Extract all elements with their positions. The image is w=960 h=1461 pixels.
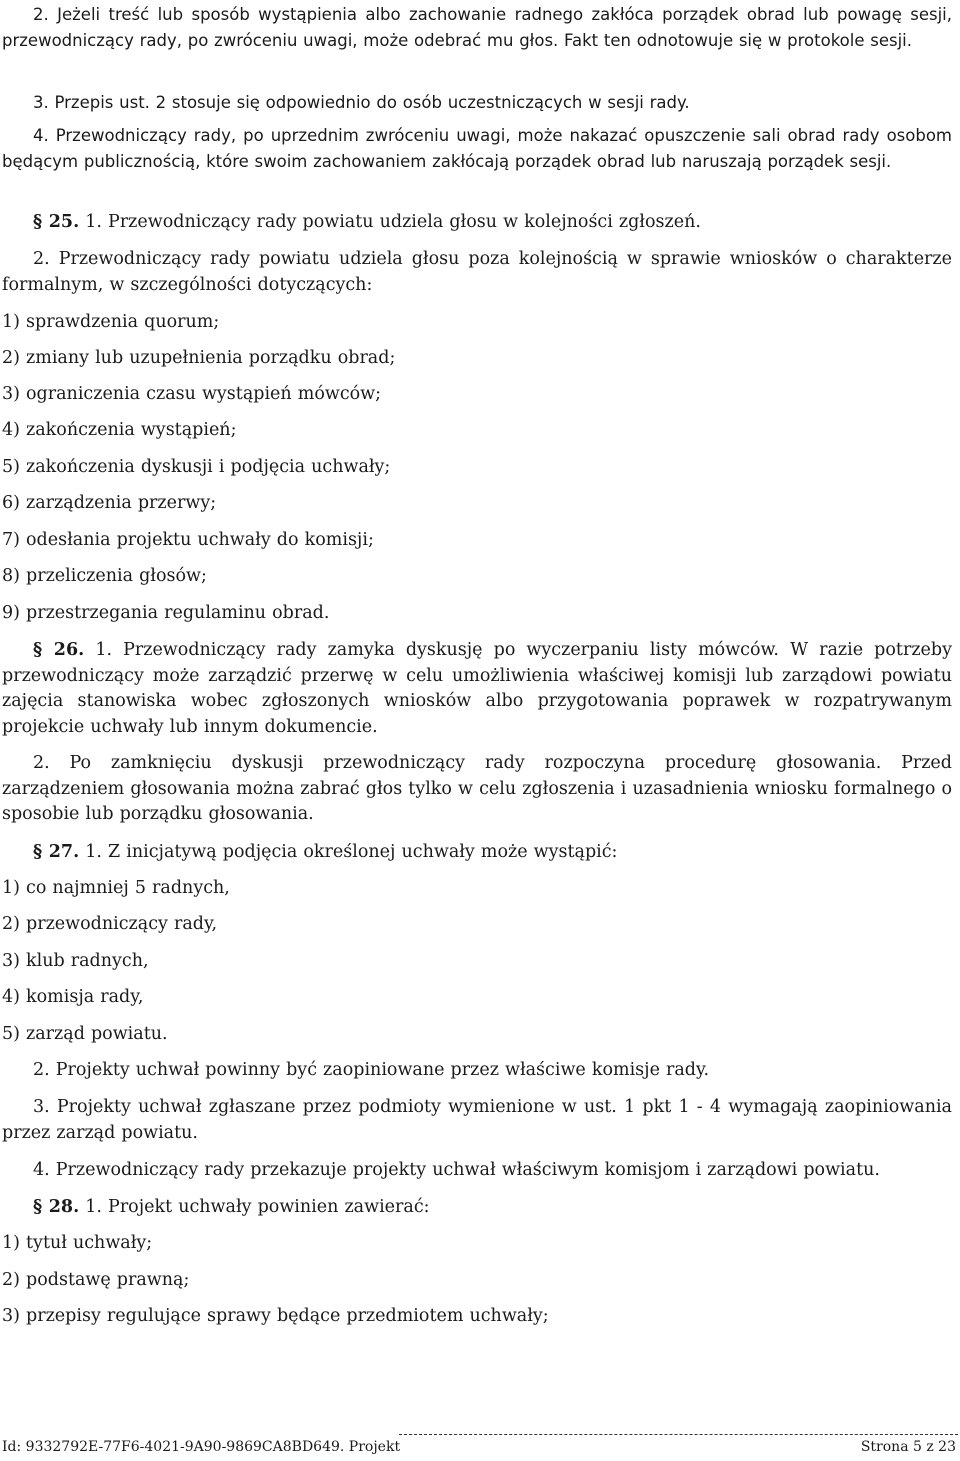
list-item: 2) podstawę prawną; [2, 1270, 190, 1290]
list-item: 7) odesłania projektu uchwały do komisji; [2, 530, 374, 550]
section-26-p2: 2. Po zamknięciu dyskusji przewodniczący rady rozpoczyna procedurę głosowania. Przed zarządzeniem głosowania można zabrać głos tylko w celu zgłoszenia i uzasadnienia wniosku formalnego o sposobie lub porządku głosowania. [2, 753, 952, 824]
paragraph-4: 4. Przewodniczący rady, po uprzednim zwróceniu uwagi, może nakazać opuszczenie sali obrad rady osobom będącym publicznością, które swoim zachowaniem zakłócają porządek obrad lub naruszają porządek sesji. [2, 126, 952, 171]
list-item: 4) komisja rady, [2, 987, 144, 1007]
list-item: 1) co najmniej 5 radnych, [2, 878, 230, 898]
list-item: 3) przepisy regulujące sprawy będące przedmiotem uchwały; [2, 1306, 549, 1326]
list-item: 8) przeliczenia głosów; [2, 566, 207, 586]
section-26-p1: § 26. 1. Przewodniczący rady zamyka dyskusję po wyczerpaniu listy mówców. W razie potrzeby przewodniczący może zarządzić przerwę w celu umożliwienia właściwej komisji lub zarządowi powiatu zajęcia stanowiska wobec zgłoszonych wniosków albo przygotowania poprawek w rozpatrywanym projekcie uchwały lub innym dokumencie. [2, 640, 952, 737]
list-item: 5) zarząd powiatu. [2, 1024, 168, 1044]
section-25-number: § 25. [33, 212, 80, 232]
footer-page-number: Strona 5 z 23 [860, 1439, 956, 1455]
section-27-p1: § 27. 1. Z inicjatywą podjęcia określonej uchwały może wystąpić: [33, 842, 618, 862]
footer-divider [399, 1434, 958, 1435]
list-item: 6) zarządzenia przerwy; [2, 493, 217, 513]
list-item: 3) klub radnych, [2, 951, 149, 971]
section-28-number: § 28. [33, 1197, 80, 1217]
list-item: 2) przewodniczący rady, [2, 914, 218, 934]
paragraph-3: 3. Przepis ust. 2 stosuje się odpowiednio do osób uczestniczących w sesji rady. [33, 93, 690, 112]
list-item: 2) zmiany lub uzupełnienia porządku obrad; [2, 348, 396, 368]
list-item: 1) sprawdzenia quorum; [2, 312, 220, 332]
list-item: 4) zakończenia wystąpień; [2, 420, 237, 440]
section-28-p1: § 28. 1. Projekt uchwały powinien zawierać: [33, 1197, 430, 1217]
list-item: 5) zakończenia dyskusji i podjęcia uchwały; [2, 457, 391, 477]
section-27-p3: 3. Projekty uchwał zgłaszane przez podmioty wymienione w ust. 1 pkt 1 - 4 wymagają zaopiniowania przez zarząd powiatu. [2, 1097, 952, 1143]
section-27-number: § 27. [33, 842, 80, 862]
section-27-p4: 4. Przewodniczący rady przekazuje projekty uchwał właściwym komisjom i zarządowi powiatu. [33, 1160, 880, 1180]
paragraph-2: 2. Jeżeli treść lub sposób wystąpienia albo zachowanie radnego zakłóca porządek obrad lub powagę sesji, przewodniczący rady, po zwróceniu uwagi, może odebrać mu głos. Fakt ten odnotowuje się w protokole sesji. [2, 5, 952, 50]
section-27-p2: 2. Projekty uchwał powinny być zaopiniowane przez właściwe komisje rady. [33, 1060, 710, 1080]
section-26-number: § 26. [33, 640, 85, 660]
list-item: 3) ograniczenia czasu wystąpień mówców; [2, 384, 382, 404]
footer-document-id: Id: 9332792E-77F6-4021-9A90-9869CA8BD649. Projekt [2, 1439, 401, 1455]
section-25-p2: 2. Przewodniczący rady powiatu udziela głosu poza kolejnością w sprawie wniosków o charakterze formalnym, w szczególności dotyczących: [2, 249, 952, 295]
list-item: 1) tytuł uchwały; [2, 1233, 153, 1253]
list-item: 9) przestrzegania regulaminu obrad. [2, 603, 330, 623]
section-25-p1: § 25. 1. Przewodniczący rady powiatu udziela głosu w kolejności zgłoszeń. [33, 212, 701, 232]
